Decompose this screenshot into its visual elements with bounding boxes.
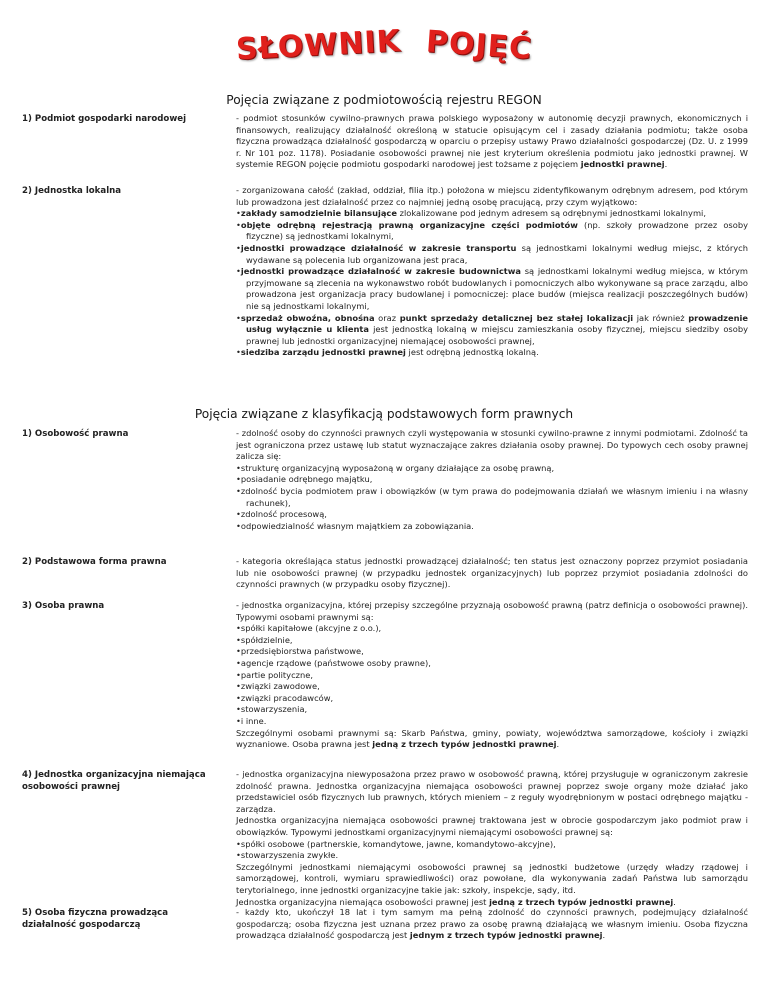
list-item: • stowarzyszenia, [236, 704, 748, 716]
list-item: • spółki kapitałowe (akcyjne z o.o.), [236, 623, 748, 635]
term-osobowosc-prawna: 1) Osobowość prawna [22, 429, 129, 439]
section-heading-forms: Pojęcia związane z klasyfikacją podstawowych form prawnych [194, 407, 574, 421]
list-item: • posiadanie odrębnego majątku, [236, 474, 748, 486]
def-podstawowa-forma: - kategoria określająca status jednostki prowadzącej działalność; ten status jest oznaczony poprzez przymiot posiadania lub nie osobowości prawnej (w przypadku jednostek organizacyjnych) lub poprzez przymiot posiadania zdolności do czynności prawnych (w przypadku osoby fizycznej). [236, 556, 748, 590]
list-item: • związki zawodowe, [236, 681, 748, 693]
def-jednostka-lokalna: - zorganizowana całość (zakład, oddział, filia itp.) położona w miejscu zidentyfikowanym odrębnym adresem, pod którym lub prowadzona jest działalność przez co najmniej jedną osobę pracującą, przy czym wyjątkowo: • zakłady samodzielnie bilansujące zlokalizowane pod jednym adresem są odrębnymi jednostkami lokalnymi, • objęte odrębną rejestracją prawną organizacyjne części podmiotów (np. szkoły prowadzone przez osoby fizyczne) są jednostkami lokalnymi, • jednostki prowadzące działalność w zakresie transportu są jednostkami lokalnymi według miejsc, z których wydawane są polecenia lub organizowana jest praca, • jednostki prowadzące działalność w zakresie budownictwa są jednostkami lokalnymi według miejsca, w którym przyjmowane są zlecenia na wykonawstwo robót budowlanych i pomocniczych albo wykonywane są prace zarządu, albo prowadzona jest organizacja pracy budowlanej i pomocniczej: place budów (miejsca realizacji poszczególnych budów) nie są jednostkami lokalnymi, • sprzedaż obwoźna, obnośna oraz punkt sprzedaży detalicznej bez stałej lokalizacji jak również prowadzenie usług wyłącznie u klienta jest jednostką lokalną w miejscu zamieszkania osoby fizycznej, miejscu siedziby osoby prawnej lub jednostki organizacyjnej niemającej osobowości prawnej, • siedziba zarządu jednostki prawnej jest odrębną jednostką lokalną. [236, 185, 748, 359]
list-item: • spółki osobowe (partnerskie, komandytowe, jawne, komandytowo-akcyjne), [236, 839, 748, 851]
list-item: • zdolność bycia podmiotem praw i obowiązków (w tym prawa do podejmowania działań we własnym imieniu i na własny rachunek), [236, 486, 748, 509]
list-item: • jednostki prowadzące działalność w zakresie transportu są jednostkami lokalnymi według miejsc, z których wydawane są polecenia lub organizowana jest praca, [236, 243, 748, 266]
list-item: • sprzedaż obwoźna, obnośna oraz punkt sprzedaży detalicznej bez stałej lokalizacji jak również prowadzenie usług wyłącznie u klienta jest jednostką lokalną w miejscu zamieszkania osoby fizycznej, miejscu siedziby osoby prawnej lub jednostki organizacyjnej niemającej osobowości prawnej, [236, 313, 748, 348]
list-item: • związki pracodawców, [236, 693, 748, 705]
title-word-2: POJĘĆ [425, 24, 534, 67]
term-podstawowa-forma: 2) Podstawowa forma prawna [22, 557, 167, 567]
list-item: • i inne. [236, 716, 748, 728]
def-osoba-prawna: - jednostka organizacyjna, której przepisy szczególne przyznają osobowość prawną (patrz definicja o osobowości prawnej). Typowymi osobami prawnymi są: • spółki kapitałowe (akcyjne z o.o.), • spółdzielnie, • przedsiębiorstwa państwowe, • agencje rządowe (państwowe osoby prawne), • partie polityczne, • związki zawodowe, • związki pracodawców, • stowarzyszenia, • i inne. Szczególnymi osobami prawnymi są: Skarb Państwa, gminy, powiaty, województwa samorządowe, kościoły i związki wyznaniowe. Osoba prawna jest jedną z trzech typów jednostki prawnej. [236, 600, 748, 751]
term-osoba-prawna: 3) Osoba prawna [22, 601, 105, 611]
list-item: • strukturę organizacyjną wyposażoną w organy działające za osobę prawną, [236, 463, 748, 475]
def-jednostka-niemajaca: - jednostka organizacyjna niewyposażona przez prawo w osobowość prawną, której przysługuje w ograniczonym zakresie zdolność prawna. Jednostka organizacyjna niemająca osobowości prawnej poprzez swoje organy może działać jako przedstawiciel osób fizycznych lub prawnych, których mieniem – z reguły wyodrębnionym w postaci odrębnego majątku - zarządza. Jednostka organizacyjna niemająca osobowości prawnej traktowana jest w obrocie gospodarczym jako podmiot praw i obowiązków. Typowymi jednostkami organizacyjnymi niemającymi osobowości prawnej są: • spółki osobowe (partnerskie, komandytowe, jawne, komandytowo-akcyjne), • stowarzyszenia zwykłe. Szczególnymi jednostkami niemającymi osobowości prawnej są jednostki budżetowe (urzędy władzy rządowej i samorządowej, kontroli, wymiaru sprawiedliwości) oraz powołane, dla wykonywania zadań Państwa lub samorządu terytorialnego, inne jednostki organizacyjne takie jak: szkoły, inspekcje, sądy, itd. Jednostka organizacyjna niemająca osobowości prawnej jest jedną z trzech typów jednostki prawnej. [236, 769, 748, 908]
term-jednostka-niemajaca: 4) Jednostka organizacyjna niemająca osobowości prawnej [22, 770, 206, 792]
list-item: • jednostki prowadzące działalność w zakresie budownictwa są jednostkami lokalnymi według miejsca, w którym przyjmowane są zlecenia na wykonawstwo robót budowlanych i pomocniczych albo wykonywane są prace zarządu, albo prowadzona jest organizacja pracy budowlanej i pomocniczej: place budów (miejsca realizacji poszczególnych budów) nie są jednostkami lokalnymi, [236, 266, 748, 312]
page-title [0, 23, 768, 68]
list-item: • przedsiębiorstwa państwowe, [236, 646, 748, 658]
term-jednostka-lokalna: 2) Jednostka lokalna [22, 186, 122, 196]
title-word-1: SŁOWNIK [234, 23, 402, 68]
list-item: • siedziba zarządu jednostki prawnej jest odrębną jednostką lokalną. [236, 347, 748, 359]
list-item: • objęte odrębną rejestracją prawną organizacyjne części podmiotów (np. szkoły prowadzone przez osoby fizyczne) są jednostkami lokalnymi, [236, 220, 748, 243]
list-item: • odpowiedzialność własnym majątkiem za zobowiązania. [236, 521, 748, 533]
list-item: • stowarzyszenia zwykłe. [236, 850, 748, 862]
list-item: • zakłady samodzielnie bilansujące zlokalizowane pod jednym adresem są odrębnymi jednostkami lokalnymi, [236, 208, 748, 220]
list-item: • partie polityczne, [236, 670, 748, 682]
list-item: • zdolność procesową, [236, 509, 748, 521]
section-heading-regon: Pojęcia związane z podmiotowością rejestru REGON [226, 93, 542, 107]
list-item: • agencje rządowe (państwowe osoby prawne), [236, 658, 748, 670]
term-podmiot: 1) Podmiot gospodarki narodowej [22, 114, 187, 124]
def-osoba-fizyczna: - każdy kto, ukończył 18 lat i tym samym ma pełną zdolność do czynności prawnych, podejmujący działalność gospodarczą; osoba fizyczna jest uznana przez prawo za osobę prawną działającą we własnym imieniu. Osoba fizyczna prowadząca działalność gospodarczą jest jednym z trzech typów jednostki prawnej. [236, 907, 748, 941]
list-item: • spółdzielnie, [236, 635, 748, 647]
def-osobowosc-prawna: - zdolność osoby do czynności prawnych czyli występowania w stosunki cywilno-prawne z innymi podmiotami. Zdolność ta jest ograniczona przez ustawę lub statut wyznaczające zakres działania osoby prawnej. Do typowych cech osoby prawnej zalicza się: • strukturę organizacyjną wyposażoną w organy działające za osobę prawną, • posiadanie odrębnego majątku, • zdolność bycia podmiotem praw i obowiązków (w tym prawa do podejmowania działań we własnym imieniu i na własny rachunek), • zdolność procesową, • odpowiedzialność własnym majątkiem za zobowiązania. [236, 428, 748, 532]
term-osoba-fizyczna: 5) Osoba fizyczna prowadząca działalność gospodarczą [22, 908, 169, 930]
def-podmiot: - podmiot stosunków cywilno-prawnych prawa polskiego wyposażony w autonomię decyzji prawnych, ekonomicznych i finansowych, realizujący działalność określoną w statucie opisującym cel i zasady działania podmiotu; także osoba fizyczna prowadząca działalność gospodarczą w oparciu o przepisy ustawy Prawo działalności gospodarczej (Dz. U. z 1999 r. Nr 101 poz. 1178). Posiadanie osobowości prawnej nie jest kryterium określenia podmiotu jako jednostki prawnej. W systemie REGON pojęcie podmiotu gospodarki narodowej jest tożsame z pojęciem jednostki prawnej. [236, 113, 748, 170]
